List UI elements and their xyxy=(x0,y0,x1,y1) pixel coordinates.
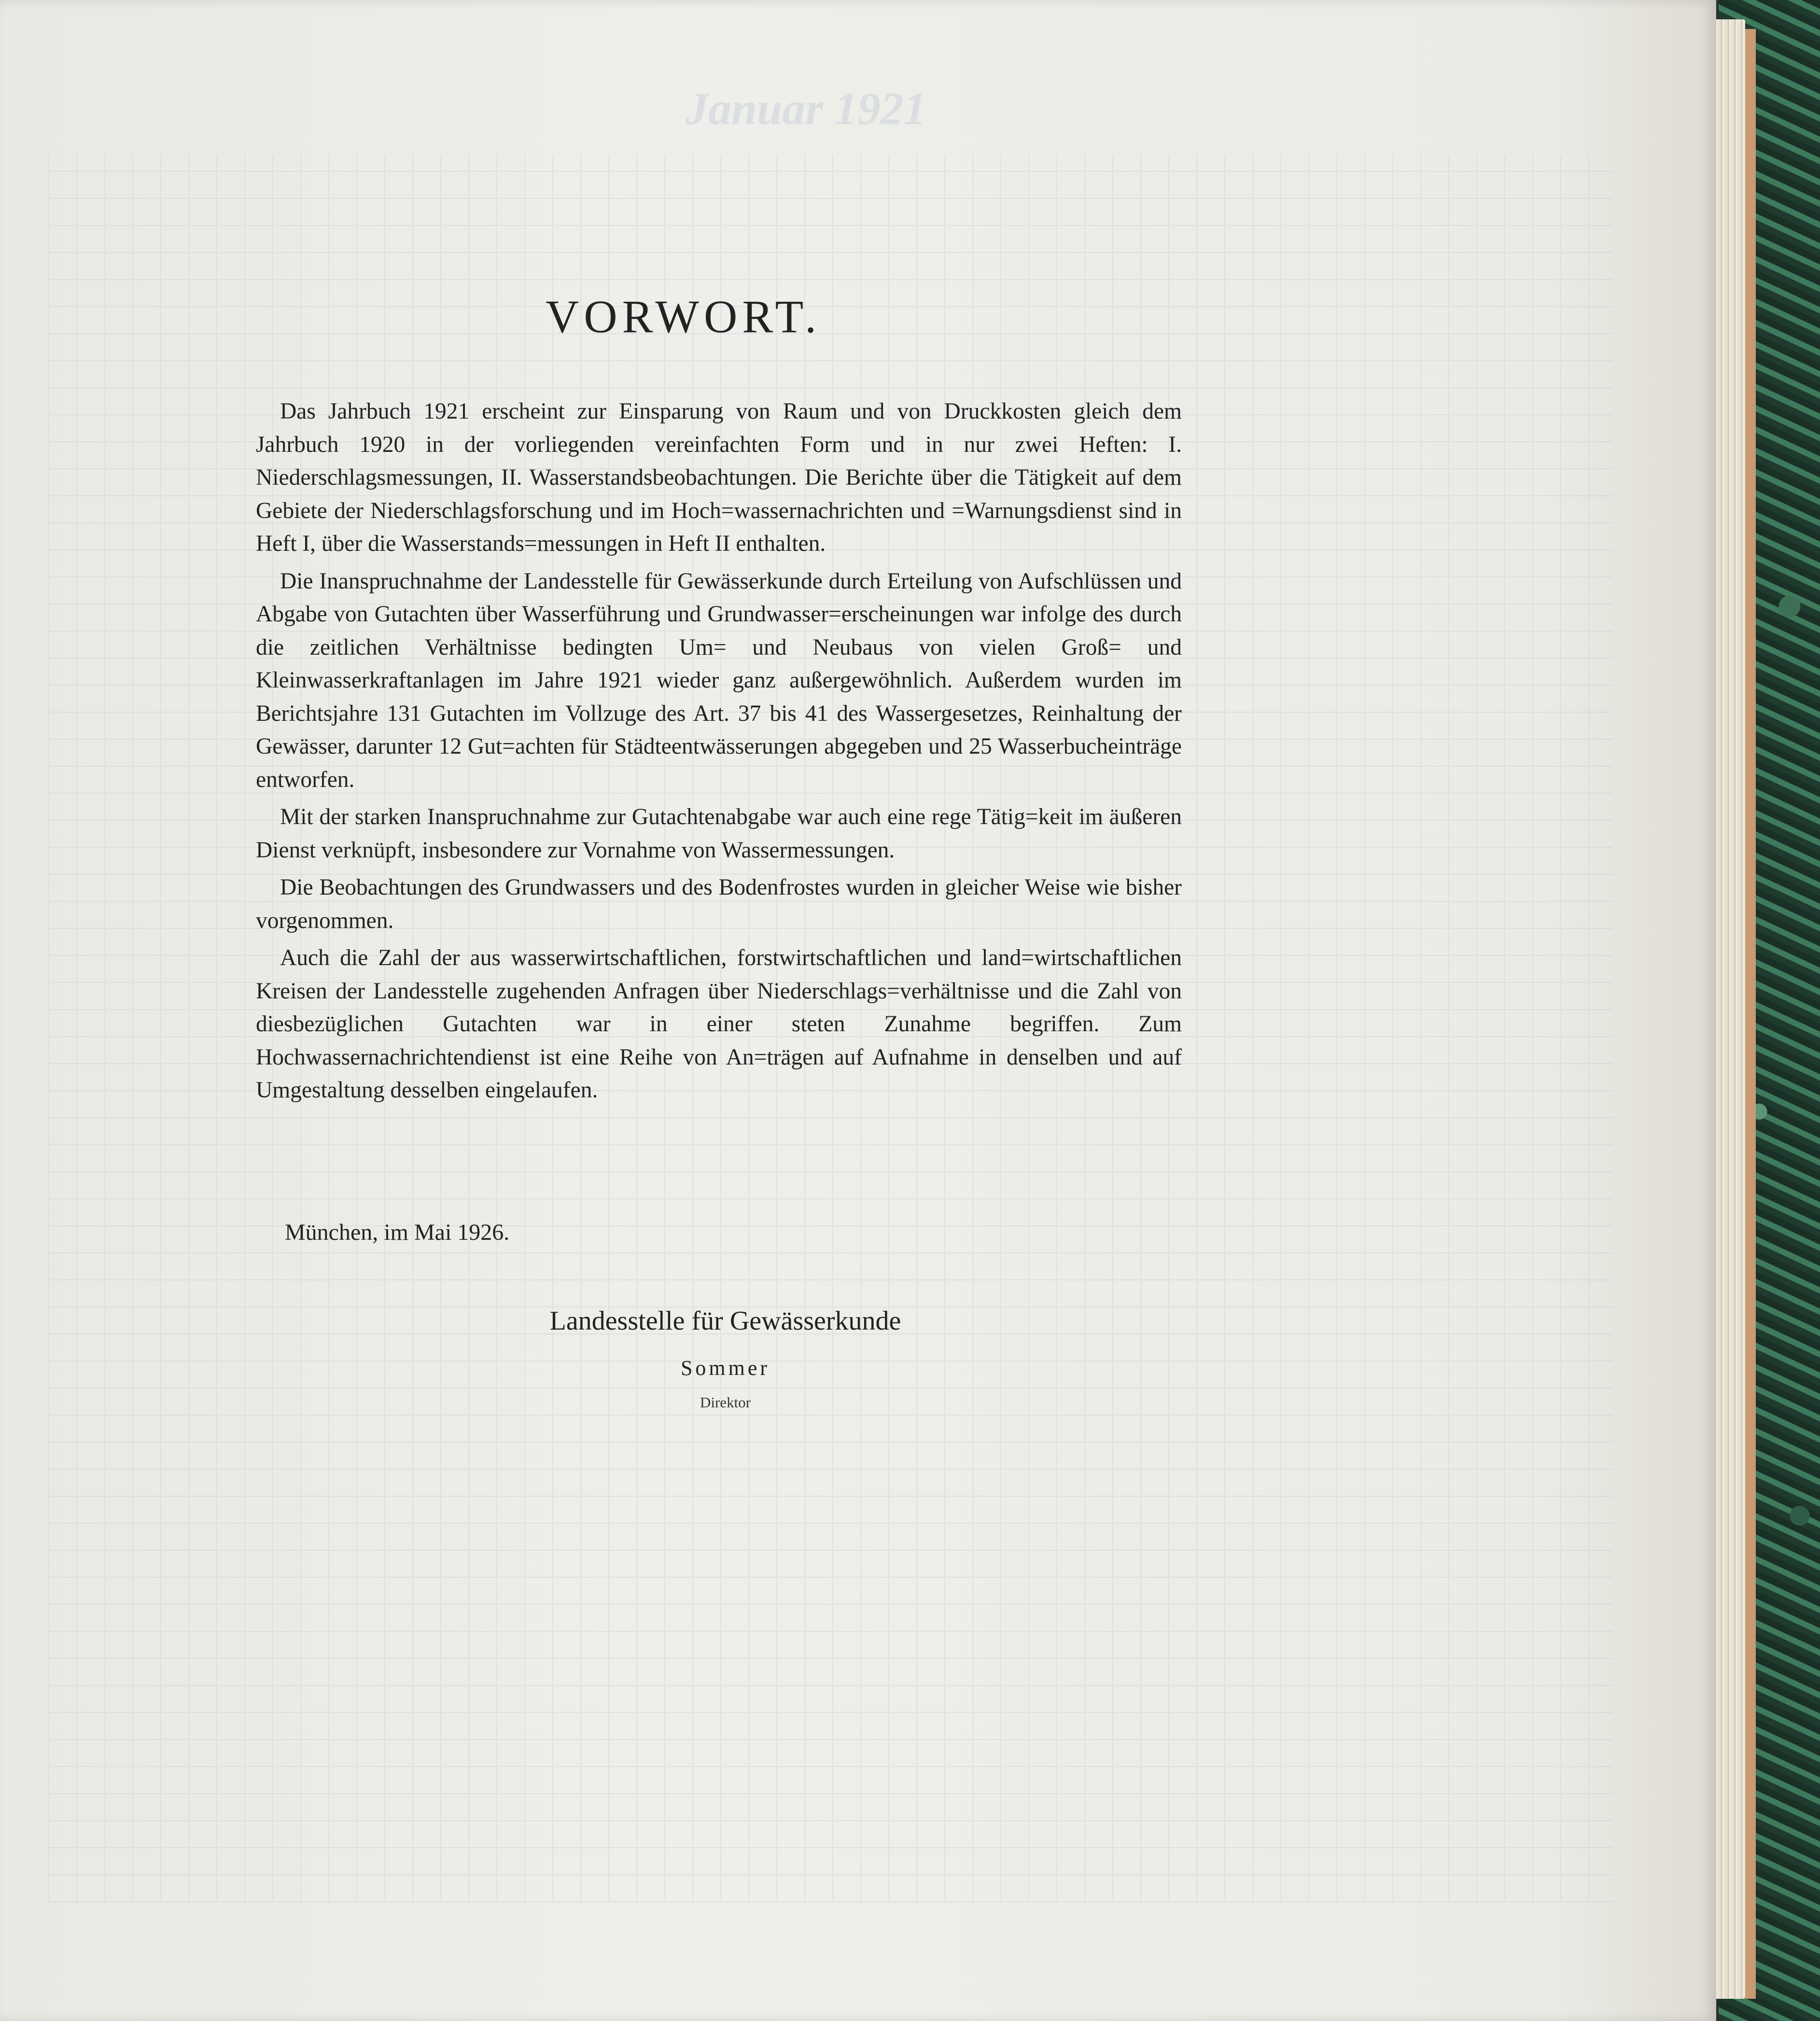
paragraph: Die Inanspruchnahme der Landesstelle für Gewässerkunde durch Erteilung von Aufschlüssen und Abgabe von Gutachten über Wasserführung und Grundwasser=erscheinungen war infolge des durch die zeitlichen Verhältnisse bedingten Um= und Neubaus von vielen Groß= und Kleinwasserkraftanlagen im Jahre 1921 wieder ganz außergewöhnlich. Außerdem wurden im Berichtsjahre 131 Gutachten im Vollzuge des Art. 37 bis 41 des Wassergesetzes, Reinhaltung der Gewässer, darunter 12 Gut=achten für Städteentwässerungen abgegeben und 25 Wasserbucheinträge entworfen. xyxy=(256,568,1182,792)
institution-name: Landesstelle für Gewässerkunde xyxy=(549,1306,901,1336)
signatory-role: Direktor xyxy=(700,1394,751,1411)
signatory-name: Sommer xyxy=(680,1356,770,1380)
paragraph: Das Jahrbuch 1921 erscheint zur Einsparung von Raum und von Druckkosten gleich dem Jahrbuch 1920 in der vorliegenden vereinfachten Form und in nur zwei Heften: I. Niederschlagsmessungen, II. Wasserstandsbeobachtungen. Die Berichte über die Tätigkeit auf dem Gebiete der Niederschlagsforschung und im Hoch=wassernachrichten und =Warnungsdienst sind in Heft I, über die Wasserstands=messungen in Heft II enthalten. xyxy=(256,399,1182,556)
page-title: VORWORT. xyxy=(546,291,822,342)
paragraph: Auch die Zahl der aus wasserwirtschaftlichen, forstwirtschaftlichen und land=wirtschaftlichen Kreisen der Landesstelle zugehenden Anfragen über Niederschlags=verhältnisse und die Zahl von diesbezüglichen Gutachten war in einer steten Zunahme begriffen. Zum Hochwassernachrichtendienst ist eine Reihe von An=trägen auf Aufnahme in denselben und auf Umgestaltung desselben eingelaufen. xyxy=(256,945,1182,1103)
show-through-heading: Januar 1921 xyxy=(686,83,926,134)
paragraph: Mit der starken Inanspruchnahme zur Gutachtenabgabe war auch eine rege Tätig=keit im äußeren Dienst verknüpft, insbesondere zur Vornahme von Wassermessungen. xyxy=(256,804,1182,863)
paragraph: Die Beobachtungen des Grundwassers und des Bodenfrostes wurden in gleicher Weise wie bisher vorgenommen. xyxy=(256,875,1182,933)
place-date: München, im Mai 1926. xyxy=(285,1220,510,1245)
page-edge-tan xyxy=(1745,29,1756,1999)
page-edges xyxy=(1711,19,1745,1999)
preface-body xyxy=(256,395,1182,1111)
